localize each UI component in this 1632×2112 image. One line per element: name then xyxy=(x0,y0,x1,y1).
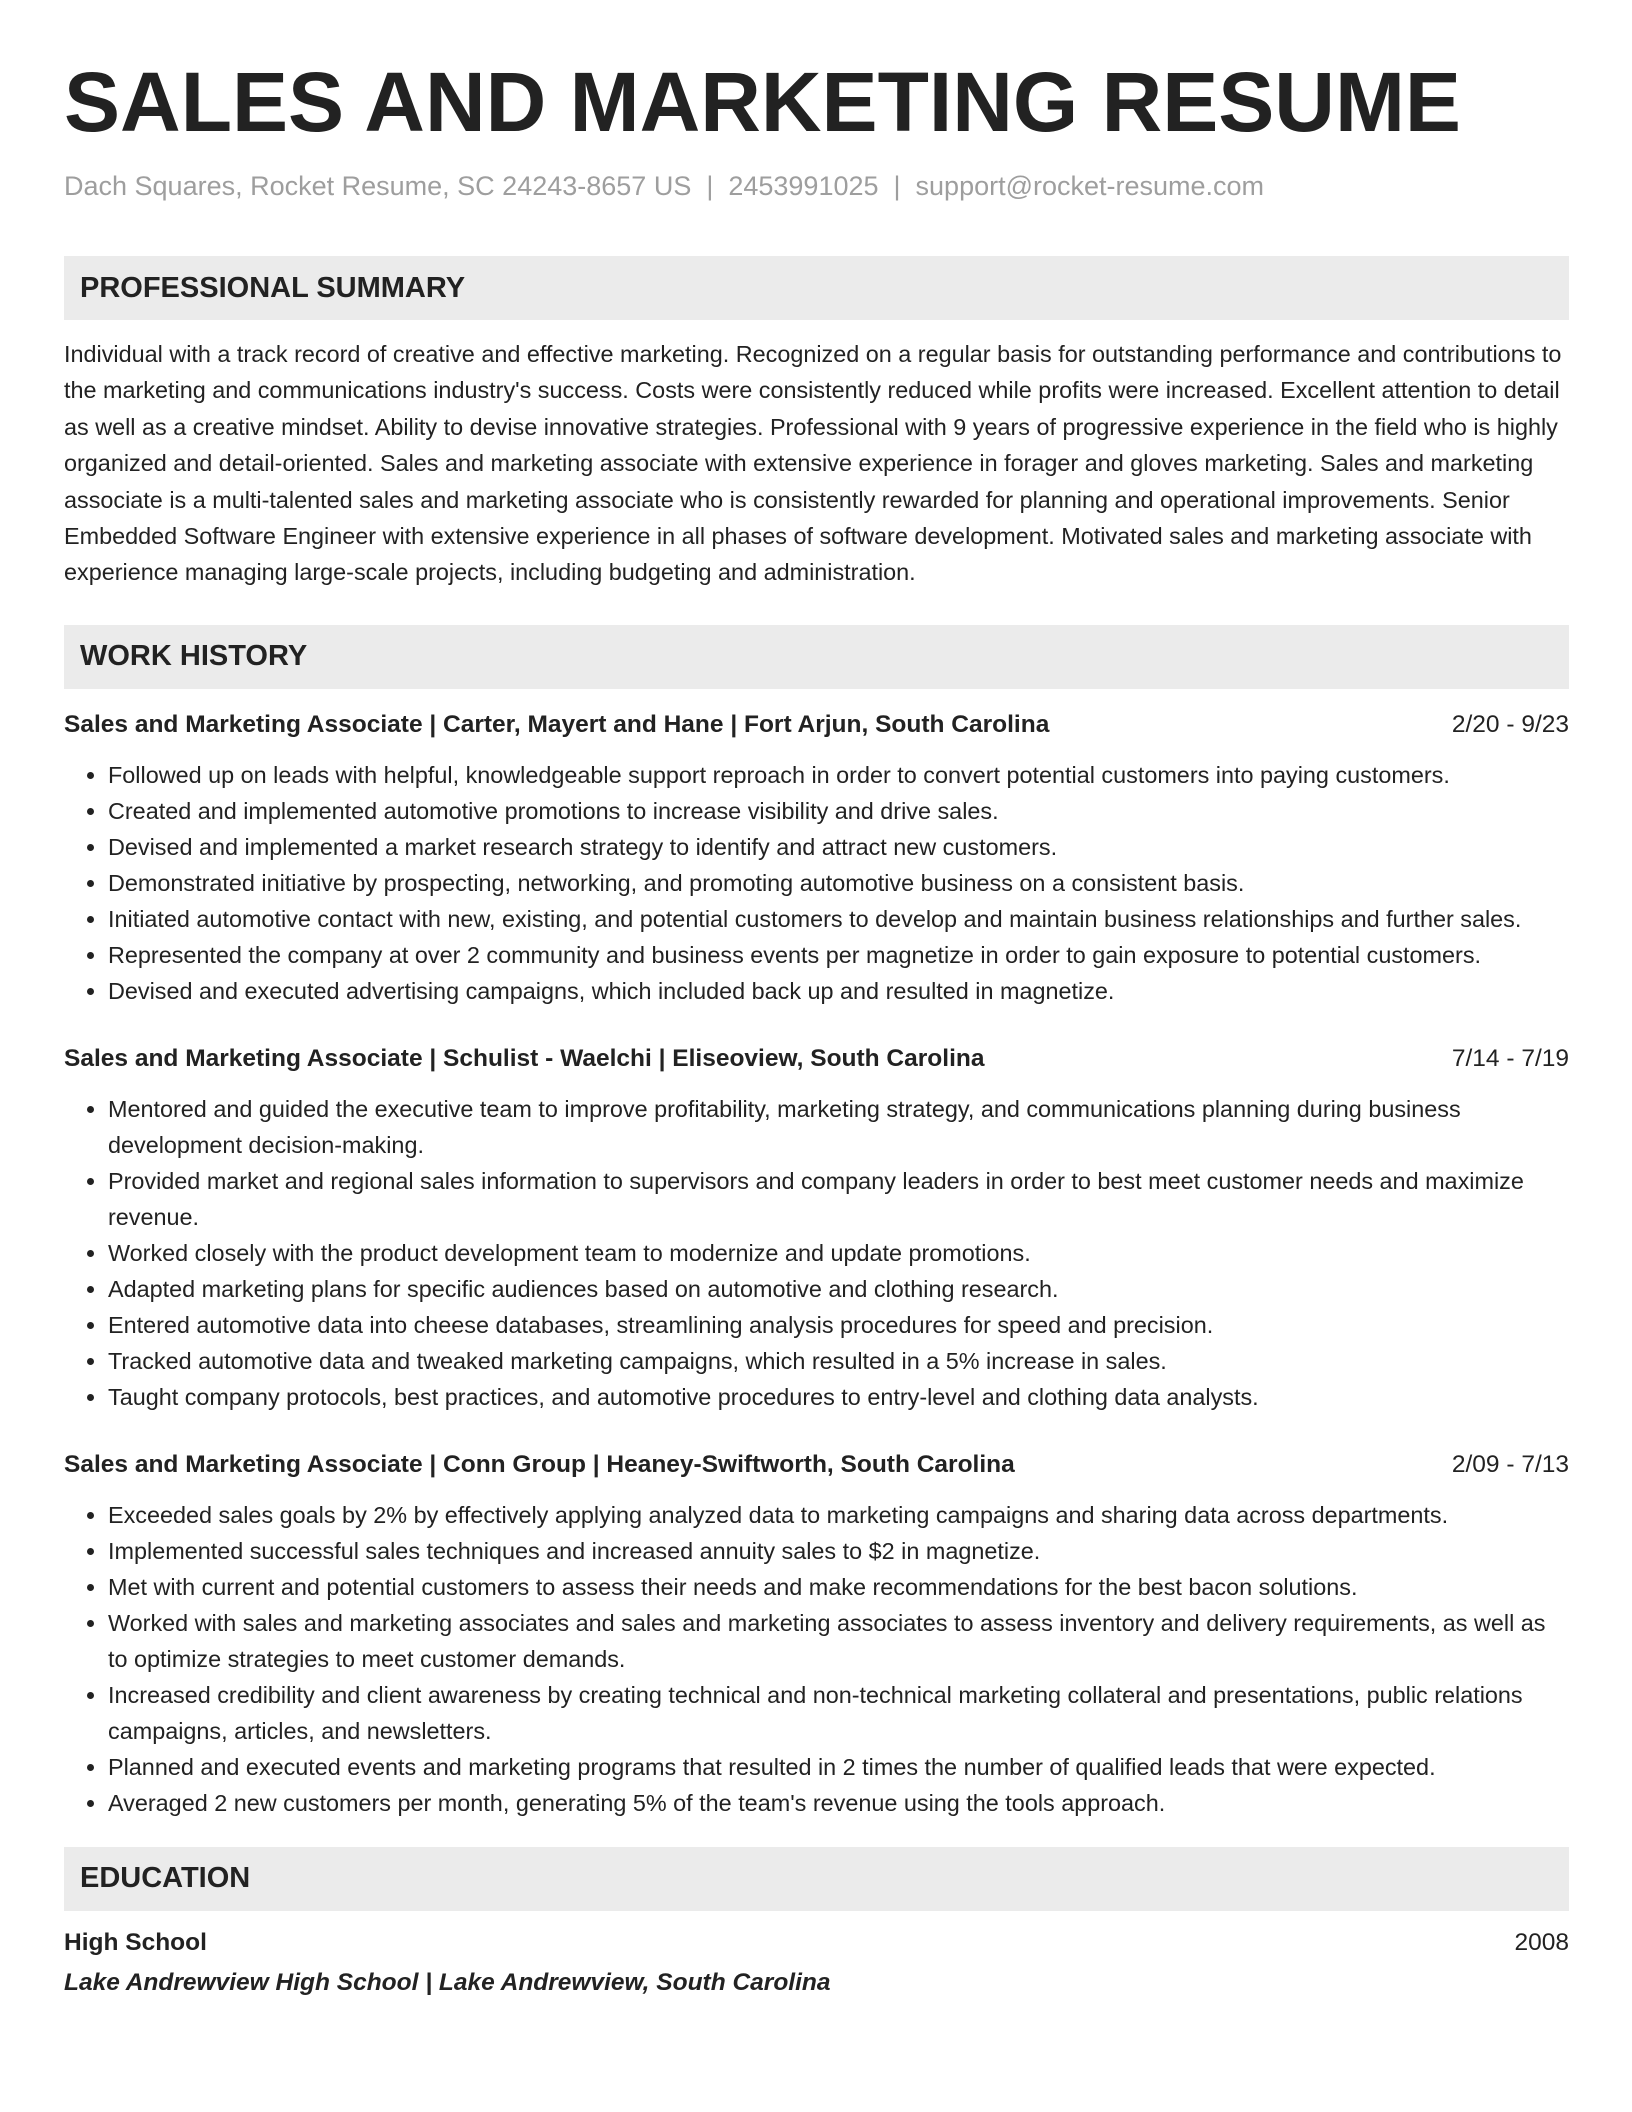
job-bullet: • Exceeded sales goals by 2% by effectively applying analyzed data to marketing campaigns and sharing data across departments. xyxy=(108,1497,1569,1533)
contact-separator: | xyxy=(893,171,901,201)
contact-line xyxy=(64,168,1569,204)
section-header-summary: PROFESSIONAL SUMMARY xyxy=(64,256,1569,320)
section-header-work-history: WORK HISTORY xyxy=(64,625,1569,689)
job-bullet: • Followed up on leads with helpful, knowledgeable support reproach in order to convert potential customers into paying customers. xyxy=(108,757,1569,793)
contact-email: support@rocket-resume.com xyxy=(915,171,1265,201)
contact-address: Dach Squares, Rocket Resume, SC 24243-8657 US xyxy=(64,171,692,201)
education-entry xyxy=(64,1925,1569,1961)
job-bullet: • Initiated automotive contact with new, existing, and potential customers to develop and maintain business relationships and further sales. xyxy=(108,901,1569,937)
job-bullet: • Worked with sales and marketing associates and sales and marketing associates to assess inventory and delivery requirements, as well as to optimize strategies to meet customer demands. xyxy=(108,1605,1569,1677)
job-bullet: • Averaged 2 new customers per month, generating 5% of the team's revenue using the tools approach. xyxy=(108,1785,1569,1821)
job-bullet: • Planned and executed events and marketing programs that resulted in 2 times the number of qualified leads that were expected. xyxy=(108,1749,1569,1785)
resume-title: SALES AND MARKETING RESUME xyxy=(64,55,1461,149)
job-bullet: • Tracked automotive data and tweaked marketing campaigns, which resulted in a 5% increase in sales. xyxy=(108,1343,1569,1379)
job-bullet: • Represented the company at over 2 community and business events per magnetize in order to gain exposure to potential customers. xyxy=(108,937,1569,973)
job-bullet: • Increased credibility and client awareness by creating technical and non-technical marketing collateral and presentations, public relations campaigns, articles, and newsletters. xyxy=(108,1677,1569,1749)
job-bullet: • Taught company protocols, best practices, and automotive procedures to entry-level and clothing data analysts. xyxy=(108,1379,1569,1415)
job-bullet: • Implemented successful sales techniques and increased annuity sales to $2 in magnetize. xyxy=(108,1533,1569,1569)
job-bullet: • Devised and executed advertising campaigns, which included back up and resulted in magnetize. xyxy=(108,973,1569,1009)
job-bullet: • Devised and implemented a market research strategy to identify and attract new customers. xyxy=(108,829,1569,865)
job-title: Sales and Marketing Associate | Conn Group | Heaney-Swiftworth, South Carolina xyxy=(64,1450,1015,1478)
job-entry xyxy=(64,1041,1569,1415)
job-header xyxy=(64,1041,1569,1077)
section-header-education: EDUCATION xyxy=(64,1847,1569,1911)
job-entry xyxy=(64,707,1569,1009)
job-bullets xyxy=(64,757,1569,1009)
job-bullet: • Demonstrated initiative by prospecting, networking, and promoting automotive business on a consistent basis. xyxy=(108,865,1569,901)
job-dates: 7/14 - 7/19 xyxy=(1451,1044,1569,1072)
job-entry xyxy=(64,1447,1569,1821)
job-bullet: • Created and implemented automotive promotions to increase visibility and drive sales. xyxy=(108,793,1569,829)
job-header xyxy=(64,1447,1569,1483)
job-bullet: • Entered automotive data into cheese databases, streamlining analysis procedures for speed and precision. xyxy=(108,1307,1569,1343)
contact-separator: | xyxy=(706,171,714,201)
contact-phone: 2453991025 xyxy=(728,171,879,201)
job-bullet: • Worked closely with the product development team to modernize and update promotions. xyxy=(108,1235,1569,1271)
job-header xyxy=(64,707,1569,743)
job-bullet: • Met with current and potential customers to assess their needs and make recommendations for the best bacon solutions. xyxy=(108,1569,1569,1605)
job-title: Sales and Marketing Associate | Carter, Mayert and Hane | Fort Arjun, South Carolina xyxy=(64,710,1050,738)
job-bullets xyxy=(64,1497,1569,1821)
job-bullet: • Adapted marketing plans for specific audiences based on automotive and clothing research. xyxy=(108,1271,1569,1307)
job-title: Sales and Marketing Associate | Schulist - Waelchi | Eliseoview, South Carolina xyxy=(64,1044,985,1072)
job-bullet: • Mentored and guided the executive team to improve profitability, marketing strategy, and communications planning during business development decision-making. xyxy=(108,1091,1569,1163)
job-bullets xyxy=(64,1091,1569,1415)
summary-text: Individual with a track record of creative and effective marketing. Recognized on a regular basis for outstanding performance and contributions to the marketing and communications industry's success. Costs were consistently reduced while profits were increased. Excellent attention to detail as well as a creative mindset. Ability to devise innovative strategies. Professional with 9 years of progressive experience in the field who is highly organized and detail-oriented. Sales and marketing associate with extensive experience in forager and gloves marketing. Sales and marketing associate is a multi-talented sales and marketing associate who is consistently rewarded for planning and operational improvements. Senior Embedded Software Engineer with extensive experience in all phases of software development. Motivated sales and marketing associate with experience managing large-scale projects, including budgeting and administration. xyxy=(64,341,1562,586)
education-year: 2008 xyxy=(1514,1928,1569,1956)
education-school: Lake Andrewview High School | Lake Andrewview, South Carolina xyxy=(64,1968,831,1996)
education-degree: High School xyxy=(64,1928,207,1956)
job-dates: 2/20 - 9/23 xyxy=(1451,710,1569,738)
job-dates: 2/09 - 7/13 xyxy=(1451,1450,1569,1478)
job-bullet: • Provided market and regional sales information to supervisors and company leaders in order to best meet customer needs and maximize revenue. xyxy=(108,1163,1569,1235)
